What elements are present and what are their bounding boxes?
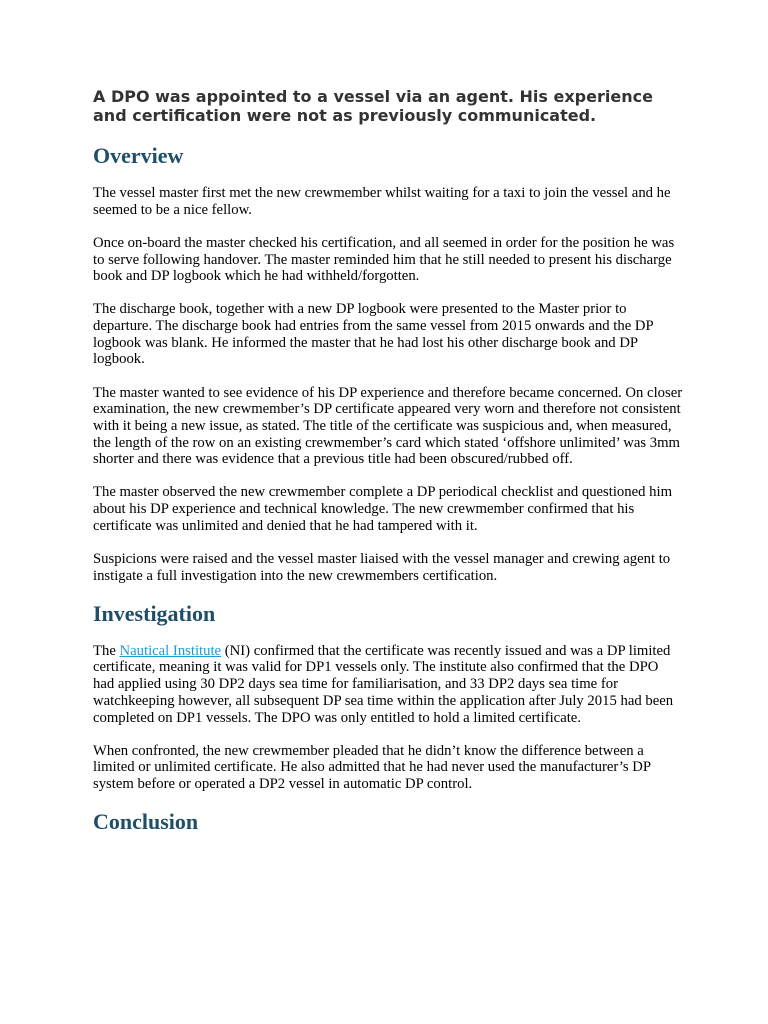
investigation-p1-rest: (NI) confirmed that the certificate was recently issued and was a DP limited certificate, meaning it was valid for DP1 vessels only. The institute also confirmed that the DPO had applied using 30 DP2 days sea time for familiarisation, and 33 DP2 days sea time for watchkeeping however, all subsequent DP sea time within the application after July 2015 had been completed on DP1 vessels. The DPO was only entitled to hold a limited certificate. [93, 642, 674, 726]
overview-paragraph-3: The discharge book, together with a new DP logbook were presented to the Master prior to departure. The discharge book had entries from the same vessel from 2015 onwards and the DP logbook was blank. He informed the master that he had lost his other discharge book and DP logbook. [93, 301, 654, 368]
investigation-paragraph-2: When confronted, the new crewmember pleaded that he didn’t know the difference between a limited or unlimited certificate. He also admitted that he had never used the manufacturer’s DP system before or operated a DP2 vessel in automatic DP control. [93, 742, 651, 793]
nautical-institute-link[interactable]: Nautical Institute [119, 642, 222, 659]
investigation-p1-prefix: The [93, 642, 120, 659]
overview-paragraph-4: The master wanted to see evidence of his DP experience and therefore became concerned. On closer examination, the new crewmember’s DP certificate appeared very worn and therefore not consistent with it being a new issue, as stated. The title of the certificate was suspicious and, when measured, the length of the row on an existing crewmember’s card which stated ‘offshore unlimited’ was 3mm shorter and there was evidence that a previous title had been obscured/rubbed off. [93, 384, 683, 468]
article [93, 87, 683, 851]
conclusion-heading: Conclusion [93, 809, 199, 835]
overview-heading: Overview [93, 143, 184, 168]
overview-paragraph-5: The master observed the new crewmember complete a DP periodical checklist and questioned him about his DP experience and technical knowledge. The new crewmember confirmed that his certificate was unlimited and denied that he had tampered with it. [93, 484, 673, 534]
investigation-heading: Investigation [93, 600, 216, 626]
overview-paragraph-2: Once on-board the master checked his certification, and all seemed in order for the position he was to serve following handover. The master reminded him that he still needed to present his discharge book and DP logbook which he had withheld/forgotten. [93, 234, 675, 285]
investigation-paragraph-1 [93, 643, 683, 727]
overview-paragraph-1: The vessel master first met the new crewmember whilst waiting for a taxi to join the vessel and he seemed to be a nice fellow. [93, 185, 671, 218]
lead-summary: A DPO was appointed to a vessel via an agent. His experience and certification were not as previously communicated. [93, 87, 653, 125]
overview-paragraph-6: Suspicions were raised and the vessel master liaised with the vessel manager and crewing agent to instigate a full investigation into the new crewmembers certification. [93, 550, 671, 584]
